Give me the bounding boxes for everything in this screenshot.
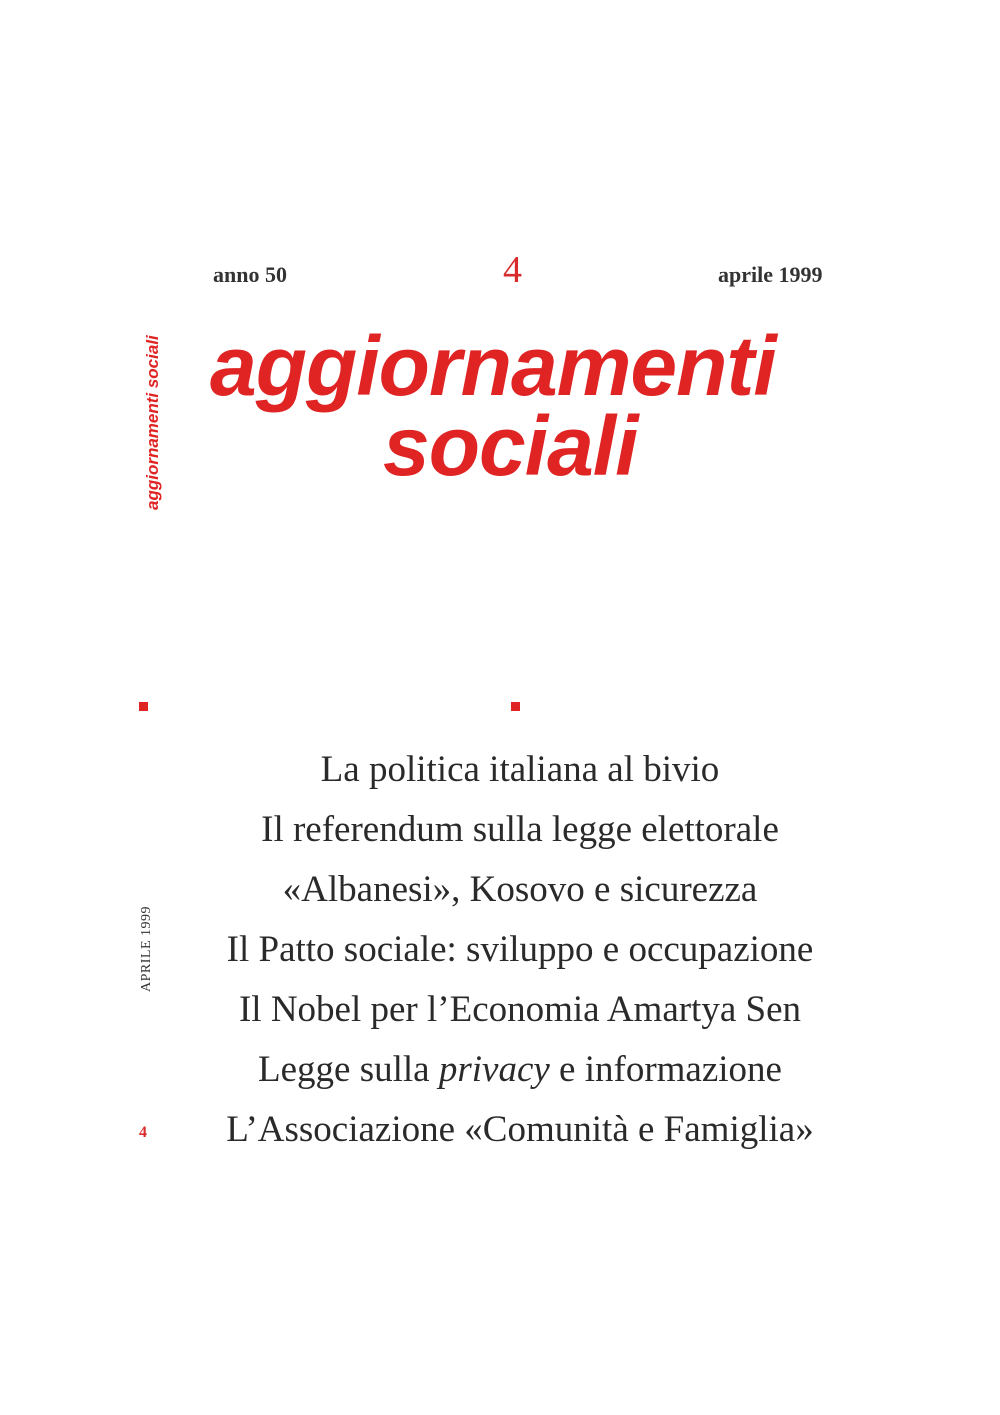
center-red-square-marker [511, 702, 520, 711]
contents-list [170, 740, 870, 1160]
contents-item-text: Legge sulla [258, 1049, 439, 1090]
volume-year-label: anno 50 [213, 262, 287, 287]
contents-item: L’Associazione «Comunità e Famiglia» [226, 1109, 814, 1150]
issue-date-label: aprile 1999 [718, 262, 823, 287]
contents-item: «Albanesi», Kosovo e sicurezza [282, 869, 758, 910]
contents-item [170, 1040, 870, 1100]
masthead-line-2: sociali [383, 399, 638, 493]
contents-item-italic-word: privacy [438, 1049, 550, 1090]
spine-date: APRILE 1999 [139, 906, 154, 992]
contents-item: Il Nobel per l’Economia Amartya Sen [238, 989, 802, 1030]
issue-number: 4 [503, 249, 522, 291]
left-red-square-marker [139, 702, 148, 711]
masthead-title [210, 319, 850, 493]
masthead-line-1: aggiornamenti [210, 319, 776, 413]
spine-title: aggiornamenti sociali [143, 335, 162, 510]
contents-item: Il referendum sulla legge elettorale [261, 809, 779, 850]
spine-issue-number: 4 [139, 1124, 147, 1141]
contents-item-text: e informazione [549, 1049, 782, 1090]
contents-item: La politica italiana al bivio [320, 749, 720, 790]
contents-item: Il Patto sociale: sviluppo e occupazione [226, 929, 814, 970]
